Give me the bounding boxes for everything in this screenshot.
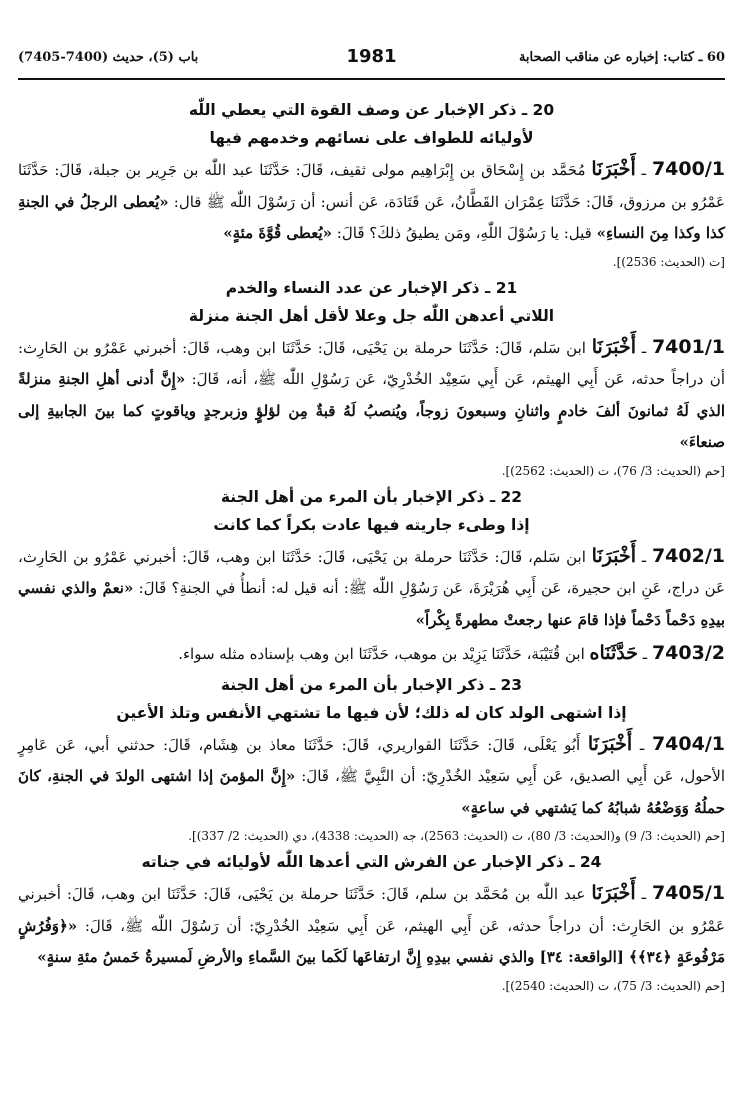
page-number: 1981 — [346, 46, 397, 67]
hadith-reference: [ت (الحديث: 2536)]. — [612, 254, 725, 269]
transmission-word: أَخْبَرَنَا — [591, 335, 637, 358]
hadith-range: باب (5)، حديث (7400-7405) — [18, 50, 199, 65]
hadith-matn: «نعمْ والذي نفسي بيدِهِ دَحْماً دَحْماً فإذا قامَ عنها رجعتْ مطهرةً بِكْراً» — [18, 579, 725, 629]
hadith-matn: «إِنَّ أدنى أهلِ الجنةِ منزلةً الذي لَهُ ثمانونَ ألفَ خادمٍ واثنانِ وسبعونَ زوجاً، ويُنصبُ لَهُ قبةٌ مِن لؤلؤٍ وزبرجدٍ وياقوتٍ كما بينَ الجابيةِ إلى صنعاءَ» — [18, 370, 725, 451]
hadith-matn: «إِنَّ المؤمنَ إذا اشتهى الولدَ في الجنةِ، كانَ حملُهُ وَوَضْعُهُ شبابُهُ كما يَشتهي في ساعةٍ» — [18, 767, 725, 817]
section-title: 21 ـ ذكر الإخبار عن عدد النساء والخدم — [225, 278, 518, 297]
hadith-matn: «يُعطى الرجلُ في الجنةِ كذا وكذا مِنَ النساءِ» — [18, 192, 725, 242]
hadith-reference: [حم (الحديث: 3/ 75)، ت (الحديث: 2540)]. — [501, 978, 725, 993]
section-title: 24 ـ ذكر الإخبار عن الفرش التي أعدها اللّٰه لأوليائه في جناته — [141, 853, 602, 871]
section — [18, 483, 725, 671]
section-title: 22 ـ ذكر الإخبار بأن المرء من أهل الجنة — [220, 487, 523, 506]
page-content — [18, 96, 725, 998]
hadith-number: 7401/1 — [651, 335, 725, 358]
section — [18, 96, 725, 274]
section-title: إذا اشتهى الولد كان له ذلك؛ لأن فيها ما تشتهي الأنفس وتلذ الأعين — [116, 703, 627, 722]
section — [18, 274, 725, 483]
section-title: اللاتي أعدهن اللّٰه جل وعلا لأقل أهل الجنة منزلة — [188, 306, 555, 325]
section-title: 23 ـ ذكر الإخبار بأن المرء من أهل الجنة — [220, 675, 523, 694]
hadith-isnad: ابن سَلم، قَالَ: حَدَّثَنَا حرملة بن يَحْيَى، قَالَ: حَدَّثَنَا ابن وهب، قَالَ: أخبرني عَمْرُو بن الحَارِث: أن دراجاً حدثه، عَن أَبِي الهيثم، عَن أَبِي سَعِيْد الخُدْرِيّ، عَن رَسُوْلِ اللّٰه ﷺ، أنه، قَالَ: — [18, 338, 725, 388]
transmission-word: أَخْبَرَنَا — [587, 732, 633, 755]
hadith-isnad: عبد اللّٰه بن مُحَمَّد بن سلم، قَالَ: حَدَّثَنَا حرملة بن يَحْيَى، قَالَ: حَدَّثَنَا ابن وهب، قَالَ: أخبرني عَمْرُو بن الحَارِث: أن دراجاً حدثه، عَن أَبِي الهيثم، عَن أَبِي سَعِيْد الخُدْرِيّ: أن رَسُوْلَ اللّٰه ﷺ، قَالَ: — [18, 885, 725, 935]
hadith-number: 7404/1 — [651, 732, 725, 755]
hadith-number: 7402/1 — [651, 544, 725, 567]
hadith-reference: [حم (الحديث: 3/ 76)، ت (الحديث: 2562)]. — [501, 463, 725, 478]
hadith-isnad: ابن قُتَيْبَة، حَدَّثَنَا يَزِيْد بن موهب، حَدَّثَنَا ابن وهب بإسناده مثله سواء. — [178, 645, 585, 663]
hadith-reference: [حم (الحديث: 3/ 9) و(الحديث: 3/ 80)، ت (الحديث: 2563)، جه (الحديث: 4338)، دي (الحديث: 2/ 337)]. — [188, 829, 725, 843]
hadith-paragraph: 7402/1 ـ أَخْبَرَنَا ابن سَلم، قَالَ: حَدَّثَنَا حرملة بن يَحْيَى، قَالَ: حَدَّثَنَا ابن وهب، قَالَ: أخبرني عَمْرُو بن الحَارِث، عَن دراج، عَنِ ابن حجيرة، عَن أَبِي هُرَيْرَةَ، عَن رَسُوْلِ اللّٰه ﷺ: أنه قيل له: أنطأُ في الجنةِ؟ قَالَ: «نعمْ والذي نفسي بيدِهِ دَحْماً دَحْماً فإذا قامَ عنها رجعتْ مطهرةً بِكْراً» — [18, 544, 725, 629]
hadith-paragraph: 7403/2 ـ حَدَّثَنَاه ابن قُتَيْبَة، حَدَّثَنَا يَزِيْد بن موهب، حَدَّثَنَا ابن وهب بإسناده مثله سواء. — [178, 642, 725, 664]
hadith-number: 7403/2 — [651, 642, 725, 664]
hadith-isnad: أَبُو يَعْلَى، قَالَ: حَدَّثَنَا القواريري، قَالَ: حَدَّثَنَا معاذ بن هِشَام، قَالَ: حدثني أبي، عَن عَامِرٍ الأحول، عَن أَبِي الصديق، عَن أَبِي سَعِيْد الخُدْرِيّ: أن النَّبِيَّ ﷺ، قَالَ: — [18, 735, 725, 785]
section — [18, 671, 725, 849]
hadith-paragraph: 7405/1 ـ أَخْبَرَنَا عبد اللّٰه بن مُحَمَّد بن سلم، قَالَ: حَدَّثَنَا حرملة بن يَحْيَى، قَالَ: حَدَّثَنَا ابن وهب، قَالَ: أخبرني عَمْرُو بن الحَارِث: أن دراجاً حدثه، عَن أَبِي الهيثم، عَن أَبِي سَعِيْد الخُدْرِيّ: أن رَسُوْلَ اللّٰه ﷺ، قَالَ: «﴿وَفُرُشٍ مَرْفُوعَةٍ ﴿٣٤﴾﴾ [الواقعة: ٣٤] والذي نفسي بيدِهِ إِنَّ ارتفاعَها لَكَما بينَ السَّماءِ والأرضِ لَمسيرةُ خَمسُ مئةِ سنةٍ» — [18, 882, 725, 966]
section-title: 20 ـ ذكر الإخبار عن وصف القوة التي يعطي اللّٰه — [188, 101, 555, 119]
hadith-isnad: ابن سَلم، قَالَ: حَدَّثَنَا حرملة بن يَحْيَى، قَالَ: حَدَّثَنَا ابن وهب، قَالَ: أخبرني عَمْرُو بن الحَارِث، عَن دراج، عَنِ ابن حجيرة، عَن أَبِي هُرَيْرَةَ، عَن رَسُوْلِ اللّٰه ﷺ: أنه قيل له: أنطأُ في الجنةِ؟ قَالَ: — [18, 547, 725, 597]
hadith-paragraph: 7401/1 ـ أَخْبَرَنَا ابن سَلم، قَالَ: حَدَّثَنَا حرملة بن يَحْيَى، قَالَ: حَدَّثَنَا ابن وهب، قَالَ: أخبرني عَمْرُو بن الحَارِث: أن دراجاً حدثه، عَن أَبِي الهيثم، عَن أَبِي سَعِيْد الخُدْرِيّ، عَن رَسُوْلِ اللّٰه ﷺ، أنه، قَالَ: «إِنَّ أدنى أهلِ الجنةِ منزلةً الذي لَهُ ثمانونَ ألفَ خادمٍ واثنانِ وسبعونَ زوجاً، ويُنصبُ لَهُ قبةٌ مِن لؤلؤٍ وزبرجدٍ وياقوتٍ كما بينَ الجابيةِ إلى صنعاءَ» — [18, 335, 725, 451]
section-title: إذا وطىء جاريته فيها عادت بكراً كما كانت — [213, 515, 530, 534]
hadith-isnad: مُحَمَّد بن إِسْحَاق بن إِبْرَاهِيم مولى ثقيف، قَالَ: حَدَّثَنَا عبد اللّٰه بن جَرِير بن جبلة، قَالَ: حَدَّثَنَا عَمْرُو بن مرزوق، قَالَ: حَدَّثَنَا عِمْرَان القَطَّانُ، عَن قَتَادَة، عَن أنس: أن رَسُوْلَ اللّٰه ﷺ قال: — [18, 161, 725, 211]
transmission-word: أَخْبَرَنَا — [591, 158, 636, 180]
hadith-paragraph: 7400/1 ـ أَخْبَرَنَا مُحَمَّد بن إِسْحَاق بن إِبْرَاهِيم مولى ثقيف، قَالَ: حَدَّثَنَا عبد اللّٰه بن جَرِير بن جبلة، قَالَ: حَدَّثَنَا عَمْرُو بن مرزوق، قَالَ: حَدَّثَنَا عِمْرَان القَطَّانُ، عَن قَتَادَة، عَن أنس: أن رَسُوْلَ اللّٰه ﷺ قال: «يُعطى الرجلُ في الجنةِ كذا وكذا مِنَ النساءِ» قيل: يا رَسُوْلَ اللّٰهِ، ومَن يطيقُ ذلكَ؟ قَالَ: «يُعطى قُوَّةَ مئةٍ» — [18, 158, 725, 242]
hadith-matn: «يُعطى قُوَّةَ مئةٍ» — [223, 224, 333, 242]
transmission-word: أَخْبَرَنَا — [591, 882, 636, 904]
section — [18, 848, 725, 998]
transmission-word: حَدَّثَنَاه — [589, 642, 639, 664]
chapter-title: 60 ـ كتاب: إخباره عن مناقب الصحابة — [518, 50, 725, 65]
section-title: لأوليائه للطواف على نسائهم وخدمهم فيها — [209, 129, 534, 147]
hadith-matn: «﴿وَفُرُشٍ مَرْفُوعَةٍ ﴿٣٤﴾﴾ [الواقعة: ٣٤] والذي نفسي بيدِهِ إِنَّ ارتفاعَها لَكَما بينَ السَّماءِ والأرضِ لَمسيرةُ خَمسُ مئةِ سنةٍ» — [18, 916, 725, 966]
hadith-number: 7405/1 — [651, 882, 725, 904]
page-header — [18, 44, 725, 80]
transmission-word: أَخْبَرَنَا — [591, 544, 636, 567]
hadith-paragraph: 7404/1 ـ أَخْبَرَنَا أَبُو يَعْلَى، قَالَ: حَدَّثَنَا القواريري، قَالَ: حَدَّثَنَا معاذ بن هِشَام، قَالَ: حدثني أبي، عَن عَامِرٍ الأحول، عَن أَبِي الصديق، عَن أَبِي سَعِيْد الخُدْرِيّ: أن النَّبِيَّ ﷺ، قَالَ: «إِنَّ المؤمنَ إذا اشتهى الولدَ في الجنةِ، كانَ حملُهُ وَوَضْعُهُ شبابُهُ كما يَشتهي في ساعةٍ» — [18, 732, 725, 817]
hadith-number: 7400/1 — [651, 158, 725, 180]
hadith-continuation: قيل: يا رَسُوْلَ اللّٰهِ، ومَن يطيقُ ذلكَ؟ قَالَ: — [336, 224, 592, 242]
